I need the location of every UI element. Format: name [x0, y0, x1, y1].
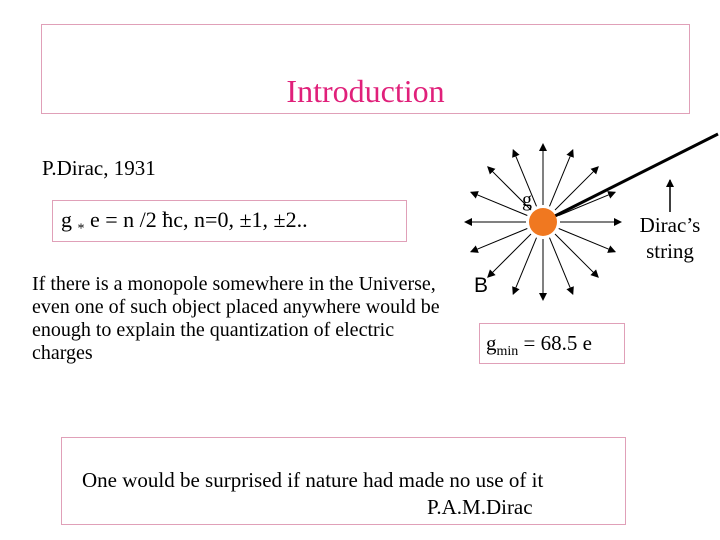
field-line-arrow — [488, 234, 531, 277]
gmin-value: $g_{min} = 68.5$ e — [486, 331, 592, 360]
quote-author: P.A.M.Dirac — [427, 495, 533, 519]
formula-left: g — [61, 207, 72, 232]
field-line-arrow — [550, 238, 573, 294]
field-line-arrow — [559, 192, 615, 215]
monopole-explanation: If there is a monopole somewhere in the Universe, even one of such object placed anywhere would be enough to explain the quantization of electric charges — [32, 273, 440, 364]
monopole-charge-label: g — [522, 189, 532, 211]
field-line-arrow — [471, 229, 527, 252]
source-citation: P.Dirac, 1931 — [42, 156, 156, 180]
field-line-arrow — [471, 192, 527, 215]
slide-title: Introduction — [286, 73, 445, 109]
dirac-string-line — [543, 134, 718, 222]
gmin-box — [479, 323, 625, 364]
formula-star: * — [77, 221, 85, 237]
field-line-arrow — [550, 150, 573, 206]
monopole-icon — [529, 208, 557, 236]
magnetic-field-label: B — [474, 274, 489, 297]
dirac-string-label: Dirac’s string — [639, 213, 701, 263]
field-line-arrow — [555, 234, 598, 277]
formula-right: e = n /2 ħc, n=0, ±1, ±2.. — [84, 207, 308, 232]
field-line-arrow — [513, 238, 536, 294]
quote-text: One would be surprised if nature had made no use of it — [82, 468, 544, 492]
quote-box — [61, 437, 626, 525]
field-line-arrow — [559, 229, 615, 252]
